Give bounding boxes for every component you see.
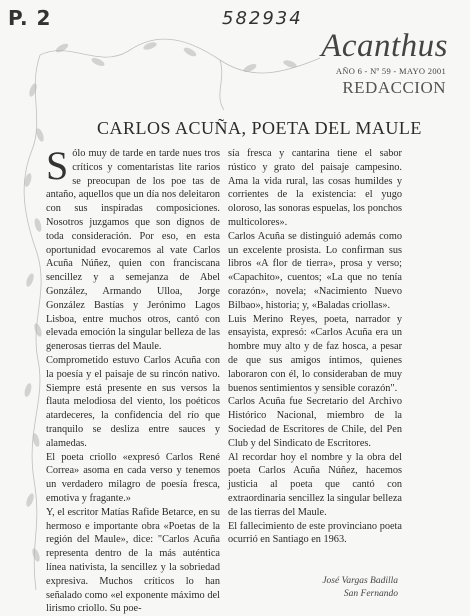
article-paragraph: Sólo muy de tarde en tarde nues tros críticos y comentaristas lite rarios se preocupan de los poe tas de antaño, aquellos que un día nos deleitaron con sus inspiradas composiciones. Nosotros juzgamos que son dignos de toda consideración. Por eso, en esta oportunidad evocaremos al vate Carlos Acuña Núñez, quien con franciscana sencillez y a semejanza de Abel González, Armando Ulloa, Jorge González Bastías y Jerónimo Lagos Lisboa, entre muchos otros, cantó con elevada emoción la singular belleza de las generosas tierras del Maule. (46, 143, 220, 353)
article-paragraph: El fallecimiento de este provinciano poeta ocurrió en Santiago en 1963. (228, 520, 402, 546)
masthead-issue: AÑO 6 - Nº 59 - MAYO 2001 (335, 66, 446, 76)
article-right-column (228, 147, 402, 547)
article-paragraph: Carlos Acuña fue Secretario del Archivo Histórico Nacional, miembro de la Sociedad de Escritores de Chile, del Pen Club y del Sindicato de Escritores. (228, 396, 402, 449)
masthead-title: Acanthus (321, 28, 448, 64)
masthead-section: REDACCION (342, 78, 446, 97)
drop-cap: S (46, 143, 69, 188)
handwritten-page-mark: P. 2 (8, 6, 52, 30)
article-left-column (46, 143, 220, 616)
handwritten-catalog-number: 582934 (222, 8, 303, 29)
article-heading: CARLOS ACUÑA, POETA DEL MAULE (97, 118, 422, 138)
author-name: José Vargas Badilla (322, 576, 398, 586)
article-paragraph: sía fresca y cantarina tiene el sabor rústico y grato del paisaje campesino. Ama la vida rural, las cosas humildes y corrientes de la existencia: el yugo oloroso, las sonoras espuelas, los ponchos multicolores». (228, 148, 402, 228)
article-paragraph: Carlos Acuña se distinguió además como un excelente prosista. Lo confirman sus libros «A flor de tierra», prosa y verso; «Capachito», cuentos; «La que no tenía corazón», novela; «Nacimiento Nuevo Bilbao», historia; y, «Baladas criollas». (228, 230, 402, 311)
article-paragraph: Y, el escritor Matías Rafide Betarce, en su hermoso e importante obra «Poetas de la región del Maule», dice: "Carlos Acuña representa dentro de la más auténtica línea nativista, la sencillez y la sobriedad expresiva. Muchos críticos lo han señalado como «el exponente máximo del lirismo criollo. Su poe- (46, 506, 220, 615)
article-paragraph: El poeta criollo «expresó Carlos René Correa» asoma en cada verso y tenemos un verdadero milagro de poesía fresca, emotiva y fragante.» (46, 451, 220, 504)
author-place: San Fernando (343, 589, 398, 599)
article-paragraph: Comprometido estuvo Carlos Acuña con la poesía y el paisaje de su rincón nativo. Siempre está presente en sus versos la flauta melodiosa del viento, los poéticos atardeceres, la confidencia del río que tranquilo se desliza entre sauces y alamedas. (46, 354, 220, 449)
article-paragraph: Al recordar hoy el nombre y la obra del poeta Carlos Acuña Núñez, hacemos justicia al poeta que cantó con extraordinaria sencillez la singular belleza de las tierras del Maule. (228, 451, 402, 518)
article-paragraph: Luis Merino Reyes, poeta, narrador y ensayista, expresó: «Carlos Acuña era un hombre muy alto y de faz hosca, a pesar de que sus amigos íntimos, quienes laboraron con él, lo consideraban de muy buenos sentimientos y sensible corazón". (228, 313, 402, 394)
